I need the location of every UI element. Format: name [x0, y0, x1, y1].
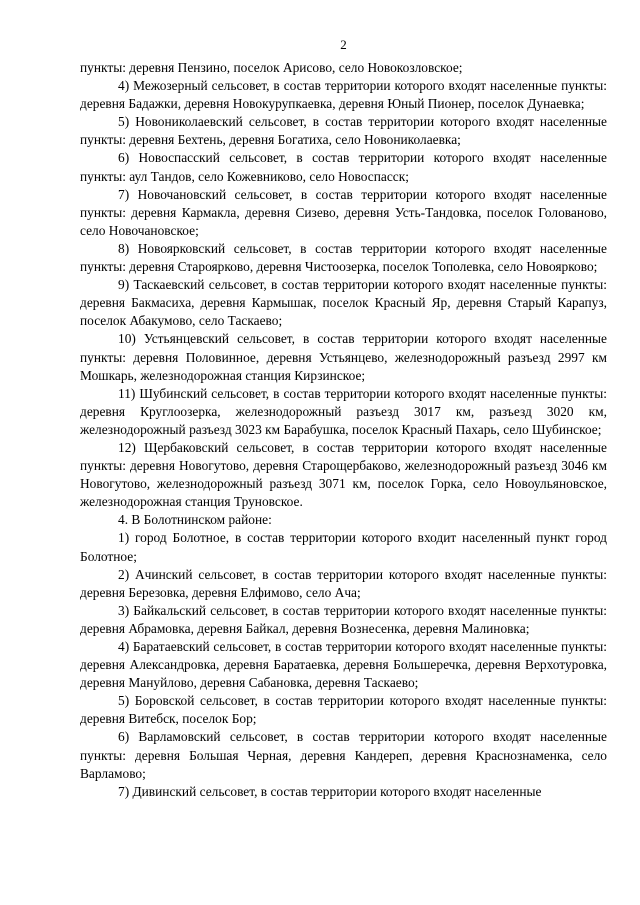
paragraph-mezhozerny: 4) Межозерный сельсовет, в состав территории которого входят населенные пункты: деревня Бадажки, деревня Новокурупкаевка, деревня Юный Пионер, поселок Дунаевка;	[80, 78, 607, 112]
paragraph-barataevsky: 4) Баратаевский сельсовет, в состав территории которого входят населенные пункты: деревня Александровка, деревня Баратаевка, деревня Большеречка, деревня Верхотуровка, деревня Мануйлово, деревня Сабановка, деревня Таскаево;	[80, 639, 607, 691]
paragraph-shcherbakovsky: 12) Щербаковский сельсовет, в состав территории которого входят населенные пункты: деревня Новогутово, деревня Старощербаково, железнодорожный разъезд 3046 км Новогутово, железнодорожный разъезд 3071 км, поселок Горка, село Новоульяновское, железнодорожная станция Труновское.	[80, 439, 607, 510]
paragraph-novospassky: 6) Новоспасский сельсовет, в состав территории которого входят населенные пункты: аул Тандов, село Кожевниково, село Новоспасск;	[80, 150, 607, 184]
paragraph-borovskoy: 5) Боровской сельсовет, в состав территории которого входят населенные пункты: деревня Витебск, поселок Бор;	[80, 693, 607, 727]
paragraph-novonikolaevsky: 5) Новониколаевский сельсовет, в состав территории которого входят населенные пункты: деревня Бехтень, деревня Богатиха, село Новониколаевка;	[80, 114, 607, 148]
paragraph-shubinsky: 11) Шубинский сельсовет, в состав территории которого входят населенные пункты: деревня Круглоозерка, железнодорожный разъезд 3017 км, разъезд 3020 км, железнодорожный разъезд 3023 км Барабушка, поселок Красный Пахарь, село Шубинское;	[80, 385, 607, 437]
paragraph-varlamovsky: 6) Варламовский сельсовет, в состав территории которого входят населенные пункты: деревня Большая Черная, деревня Кандереп, деревня Краснознаменка, село Варламово;	[80, 729, 607, 781]
paragraph-continuation: пункты: деревня Пензино, поселок Арисово, село Новокозловское;	[80, 60, 463, 75]
paragraph-achinsky: 2) Ачинский сельсовет, в состав территории которого входят населенные пункты: деревня Березовка, деревня Елфимово, село Ача;	[80, 566, 607, 600]
page-number: 2	[340, 37, 347, 52]
paragraph-taskaevsky: 9) Таскаевский сельсовет, в состав территории которого входят населенные пункты: деревня Бакмасиха, деревня Кармышак, поселок Красный Яр, деревня Старый Карапуз, поселок Абакумово, село Таскаево;	[80, 277, 607, 329]
paragraph-novoyarkovsky: 8) Новоярковский сельсовет, в состав территории которого входят населенные пункты: деревня Староярково, деревня Чистоозерка, поселок Тополевка, село Новоярково;	[80, 240, 607, 275]
paragraph-bolotnoe: 1) город Болотное, в состав территории которого входит населенный пункт город Болотное;	[80, 530, 607, 564]
paragraph-divinsky: 7) Дивинский сельсовет, в состав территории которого входят населенные	[118, 783, 542, 799]
paragraph-ustyantsevsky: 10) Устьянцевский сельсовет, в состав территории которого входят населенные пункты: деревня Половинное, деревня Устьянцево, железнодорожный разъезд 2997 км Мошкарь, железнодорожная станция Кирзинское;	[80, 331, 607, 383]
paragraph-baikalsky: 3) Байкальский сельсовет, в состав территории которого входят населенные пункты: деревня Абрамовка, деревня Байкал, деревня Вознесенка, деревня Малиновка;	[80, 602, 607, 636]
paragraph-novochanovsky: 7) Новочановский сельсовет, в состав территории которого входят населенные пункты: деревня Кармакла, деревня Сизево, деревня Усть-Тандовка, поселок Голованово, село Новочановское;	[80, 186, 607, 238]
section-heading-bolotninsky: 4. В Болотнинском районе:	[118, 512, 272, 528]
